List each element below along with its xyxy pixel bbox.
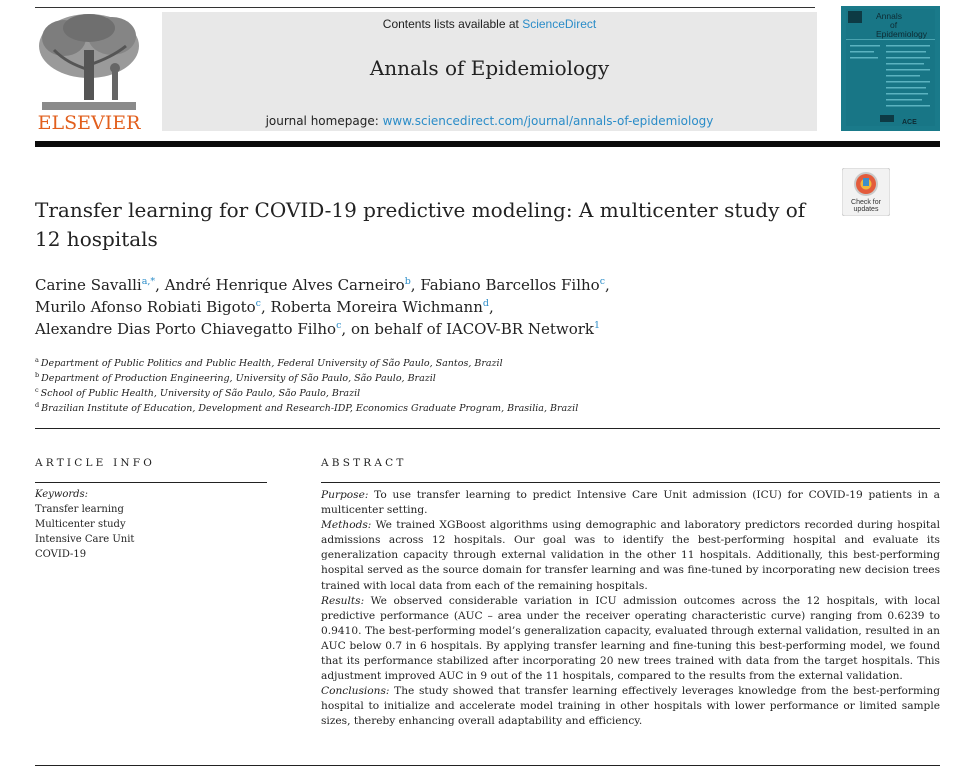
abstract-conclusions (321, 684, 940, 729)
abstract-text: We observed considerable variation in ICU admission outcomes across the 12 hospitals, with local predictive performance (AUC – area under the receiver operating characteristic curve) ranging from 0.6239 to 0.9410. The best-performing model’s generalization capacity, evaluated through external validation, resulted in an AUC below 0.7 in 6 hospitals. By applying transfer learning and fine-tuning this best-performing model, we found that its performance stabilized after incorporating 20 new trees trained with data from the target hospitals. This adjustment improved AUC in 9 out of the 11 hospitals, compared to the results from the external validation. (321, 594, 940, 683)
header-rule (35, 141, 940, 147)
journal-cover[interactable] (841, 6, 940, 131)
contents-prefix: Contents lists available at (382, 17, 523, 31)
author-separator: , (261, 298, 271, 316)
journal-homepage-link[interactable]: www.sciencedirect.com/journal/annals-of-epidemiology (382, 114, 714, 128)
article-info-rule (35, 482, 267, 483)
affiliation-item (35, 356, 503, 369)
keyword-item[interactable]: Multicenter study (35, 519, 126, 530)
abstract-label: Methods: (321, 519, 372, 532)
affiliation-item (35, 386, 360, 399)
author-name[interactable]: Fabiano Barcellos Filho (420, 276, 600, 294)
crossmark-line: Check for (851, 199, 881, 206)
sciencedirect-link[interactable]: ScienceDirect (522, 17, 597, 31)
affiliation-item (35, 401, 578, 414)
keyword-item[interactable]: Transfer learning (35, 504, 124, 515)
abstract-methods (321, 518, 940, 593)
affiliation-key: b (35, 371, 40, 379)
bottom-rule (35, 765, 940, 766)
author-line (35, 276, 610, 294)
affiliation-text: Brazilian Institute of Education, Development and Research-IDP, Economics Graduate Program, Brasilia, Brazil (41, 403, 579, 414)
paper-title: Transfer learning for COVID-19 predictive modeling: A multicenter study of 12 hospitals (35, 198, 806, 251)
author-separator: , (341, 320, 351, 338)
homepage-line (162, 114, 817, 128)
author-affiliation-ref[interactable]: c (336, 320, 342, 331)
abstract-body (321, 488, 940, 730)
affiliation-key: d (35, 401, 40, 409)
cover-body (846, 9, 935, 126)
article-info-heading: ARTICLE INFO (35, 457, 156, 469)
abstract-results (321, 594, 940, 685)
keyword-item[interactable]: Intensive Care Unit (35, 534, 135, 545)
cover-title (876, 12, 927, 39)
crossmark-line: updates (853, 206, 879, 213)
author-name[interactable]: Alexandre Dias Porto Chiavegatto Filho (35, 320, 337, 338)
author-name[interactable]: Murilo Afonso Robiati Bigoto (35, 298, 256, 316)
affiliation-item (35, 371, 436, 384)
author-line (35, 320, 600, 338)
crossmark-label (842, 199, 890, 213)
affiliation-key: a (35, 356, 39, 364)
tree-icon (34, 10, 144, 114)
affiliation-text: Department of Public Politics and Public Health, Federal University of São Paulo, Santos, Brazil (40, 358, 503, 369)
abstract-text: We trained XGBoost algorithms using demographic and laboratory predictors recorded during hospital admissions across 12 hospitals. Our goal was to identify the best-performing hospital and evaluate its generalization capacity through external validation in the other 11 hospitals. Additionally, this best-performing hospital served as the source domain for transfer learning and was fine-tuned by incorporating new decision trees trained with local data from each of the remaining hospitals. (321, 519, 940, 592)
abstract-text: To use transfer learning to predict Intensive Care Unit admission (ICU) for COVID-19 patients in a multicenter setting. (321, 489, 940, 517)
contents-line (162, 17, 817, 31)
journal-title: Annals of Epidemiology (369, 56, 610, 80)
keyword-item[interactable]: COVID-19 (35, 549, 87, 560)
author-affiliation-ref[interactable]: c (255, 298, 261, 309)
author-affiliation-ref[interactable]: d (482, 298, 489, 309)
author-footnote-ref[interactable]: 1 (593, 320, 601, 331)
author-separator: , (605, 276, 610, 294)
keywords-label: Keywords: (35, 489, 89, 500)
top-rule (35, 7, 815, 8)
abstract-text: The study showed that transfer learning effectively leverages knowledge from the best-performing hospital to initialize and accelerate model training in other hospitals with lower performance or limited sample sizes, thereby enhancing overall adaptability and efficiency. (321, 685, 940, 728)
cover-title-line: Epidemiology (876, 29, 928, 39)
author-affiliation-ref[interactable]: c (599, 276, 606, 287)
abstract-purpose (321, 488, 940, 518)
author-name[interactable]: Carine Savalli (35, 276, 142, 294)
author-separator: , (410, 276, 421, 294)
author-separator: , (155, 276, 165, 294)
cover-title-line: of (890, 20, 898, 30)
abstract-label: Purpose: (321, 489, 369, 501)
affiliation-key: c (35, 386, 39, 394)
abstract-label: Results: (321, 594, 365, 607)
homepage-prefix: journal homepage: (265, 114, 383, 128)
cover-title-line: Annals (876, 11, 902, 21)
author-name[interactable]: Roberta Moreira Wichmann (270, 298, 483, 316)
author-name: on behalf of IACOV-BR Network (350, 320, 594, 338)
author-separator: , (488, 298, 494, 316)
affiliation-text: Department of Production Engineering, University of São Paulo, São Paulo, Brazil (41, 373, 436, 384)
abstract-heading: ABSTRACT (321, 457, 407, 469)
author-affiliation-ref[interactable]: a,* (141, 276, 156, 287)
author-line (35, 298, 494, 316)
abstract-label: Conclusions: (321, 685, 390, 698)
abstract-rule (321, 482, 940, 483)
publisher-wordmark: ELSEVIER (37, 112, 141, 134)
author-affiliation-ref[interactable]: b (404, 276, 411, 287)
cover-acronym: ACE (902, 119, 917, 126)
affiliation-text: School of Public Health, University of São Paulo, São Paulo, Brazil (40, 388, 361, 399)
author-name[interactable]: André Henrique Alves Carneiro (164, 276, 405, 294)
section-rule (35, 428, 940, 429)
